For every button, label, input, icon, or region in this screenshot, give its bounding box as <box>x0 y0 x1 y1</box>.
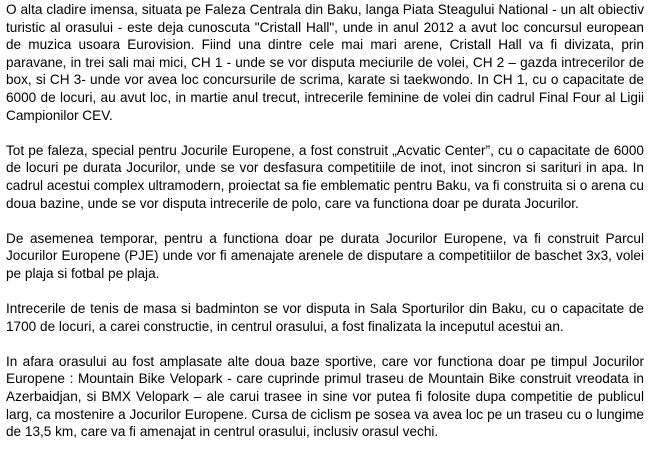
paragraph-european-games-park: De asemenea temporar, pentru a functiona doar pe durata Jocurilor Europene, va fi construit Parcul Jocurilor Europene (PJE) unde vor fi amenajate arenele de disputare a competitiilor de baschet 3x3, volei pe plaja si fotbal pe plaja. <box>6 230 644 281</box>
paragraph-sports-hall: Intrecerile de tenis de masa si badminton se vor disputa in Sala Sporturilor din Baku, cu o capacitate de 1700 de locuri, a carei constructie, in centrul orasului, a fost finalizata la inceputul acestui an. <box>6 301 644 334</box>
paragraph-crystal-hall: O alta cladire imensa, situata pe Faleza Centrala din Baku, langa Piata Steagului National - un alt obiectiv turistic al orasului - este deja cunoscuta "Cristall Hall", unde in anul 2012 a avut loc concursul european de muzica usoara Eurovision. Fiind una dintre cele mai mari arene, Cristall Hall va fi divizata, prin paravane, in trei sali mai mici, CH 1 - unde se vor disputa meciurile de volei, CH 2 – gazda intrecerilor de box, si CH 3- unde vor avea loc concursurile de scrima, karate si taekwondo. In CH 1, cu o capacitate de 6000 de locuri, au avut loc, in martie anul trecut, intrecerile feminine de volei din cadrul Final Four al Ligii Campionilor CEV. <box>6 2 644 123</box>
paragraph-velopark: In afara orasului au fost amplasate alte doua baze sportive, care vor functiona doar pe timpul Jocurilor Europene : Mountain Bike Velopark - care cuprinde primul traseu de Mountain Bike construit vreodata in Azerbaidjan, si BMX Velopark – ale carui trasee in sine vor putea fi folosite dupa competitie de publicul larg, ca mostenire a Jocurilor Europene. Cursa de ciclism pe sosea va avea loc pe un traseu cu o lungime de 13,5 km, care va fi amenajat in centrul orasului, inclusiv orasul vechi. <box>6 353 644 440</box>
article-body <box>6 1 644 441</box>
paragraph-aquatic-center: Tot pe faleza, special pentru Jocurile Europene, a fost construit „Acvatic Center”, cu o capacitate de 6000 de locuri pe durata Jocurilor, unde se vor desfasura competitiile de inot, inot sincron si sarituri in apa. In cadrul acestui complex ultramodern, proiectat sa fie emblematic pentru Baku, va fi construita si o arena cu doua bazine, unde se vor disputa intrecerile de polo, care va functiona doar pe durata Jocurilor. <box>6 142 644 211</box>
